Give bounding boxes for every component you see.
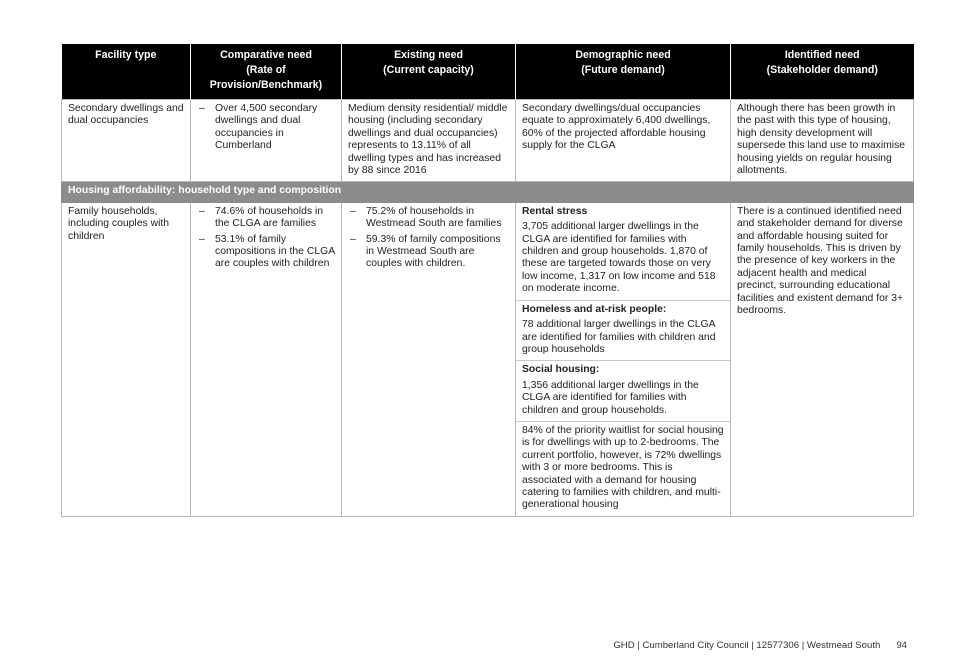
header-sublabel: (Future demand) (581, 64, 665, 76)
comparative-list (197, 103, 335, 153)
header-identified-need (731, 44, 914, 100)
header-label: Identified need (784, 49, 860, 61)
block-text: 1,356 additional larger dwellings in the CLGA are identified for families with children and group households. (522, 379, 699, 416)
identified-cell: Although there has been growth in the past with this type of housing, high density development will supersede this land use to maximise housing yields on regular housing allotments. (731, 100, 914, 182)
list-item: – 74.6% of households in the CLGA are families (197, 206, 335, 231)
identified-cell: There is a continued identified need and stakeholder demand for diverse and affordable housing suited for family households. This is driven by the presence of key workers in the adjacent health and medical precinct, surrounding educational facilities and existent demand for 3+ bedrooms. (731, 202, 914, 516)
existing-cell: Medium density residential/ middle housing (including secondary dwellings and dual occupancies) represents to 13.11% of all dwelling types and has increased by 88 since 2016 (342, 100, 516, 182)
existing-cell (342, 202, 516, 516)
block-text: 84% of the priority waitlist for social housing is for dwellings with up to 2-bedrooms. The current portfolio, however, is 72% dwellings with 3 or more bedrooms. This is associated with a demand for housing catering to families with children, and multi-generational housing (522, 424, 724, 511)
header-label: Facility type (95, 49, 157, 61)
table-header-row (62, 44, 914, 100)
section-heading: Housing affordability: household type and composition (62, 182, 914, 202)
comparative-cell (191, 100, 342, 182)
header-sublabel: (Stakeholder demand) (766, 64, 878, 76)
comparative-list (197, 206, 335, 271)
block-heading: Social housing: (522, 364, 600, 376)
existing-list (348, 206, 509, 271)
header-label: Comparative need (220, 49, 312, 61)
table-row (62, 202, 914, 516)
facility-cell: Secondary dwellings and dual occupancies (62, 100, 191, 182)
demographic-block-waitlist (516, 422, 730, 516)
footer-text: GHD | Cumberland City Council | 12577306 | Westmead South (613, 640, 881, 651)
demographic-block-social-housing (516, 361, 730, 422)
header-label: Existing need (394, 49, 463, 61)
demographic-block-homeless (516, 301, 730, 362)
comparative-cell (191, 202, 342, 516)
list-item: – Over 4,500 secondary dwellings and dual occupancies in Cumberland (197, 103, 335, 153)
header-sublabel: (Rate of Provision/Benchmark) (209, 64, 323, 91)
table-row (62, 100, 914, 182)
block-heading: Rental stress (522, 205, 588, 217)
demographic-cell: Secondary dwellings/dual occupancies equate to approximately 6,400 dwellings, 60% of the projected affordable housing supply for the CLGA (516, 100, 731, 182)
list-item: – 75.2% of households in Westmead South are families (348, 206, 509, 231)
section-row (62, 182, 914, 202)
page-footer (613, 640, 907, 651)
facility-cell: Family households, including couples with children (62, 202, 191, 516)
block-heading: Homeless and at-risk people: (522, 303, 667, 315)
needs-assessment-table (61, 44, 914, 517)
demographic-cell (516, 202, 731, 516)
page-number: 94 (896, 640, 907, 651)
header-existing-need (342, 44, 516, 100)
list-item: – 53.1% of family compositions in the CLGA are couples with children (197, 234, 335, 271)
block-text: 78 additional larger dwellings in the CLGA are identified for families with children and group households (522, 319, 716, 355)
header-demographic-need (516, 44, 731, 100)
header-comparative-need (191, 44, 342, 100)
list-item: – 59.3% of family compositions in Westmead South are couples with children. (348, 234, 509, 271)
block-text: 3,705 additional larger dwellings in the CLGA are identified for families with children and group households. 1,870 of these are targeted towards those on very low income, 1,317 on low income and 518 on moderate income. (522, 221, 716, 295)
header-label: Demographic need (575, 49, 671, 61)
header-sublabel: (Current capacity) (383, 64, 474, 76)
demographic-block-rental-stress (516, 203, 730, 301)
header-facility-type (62, 44, 191, 100)
